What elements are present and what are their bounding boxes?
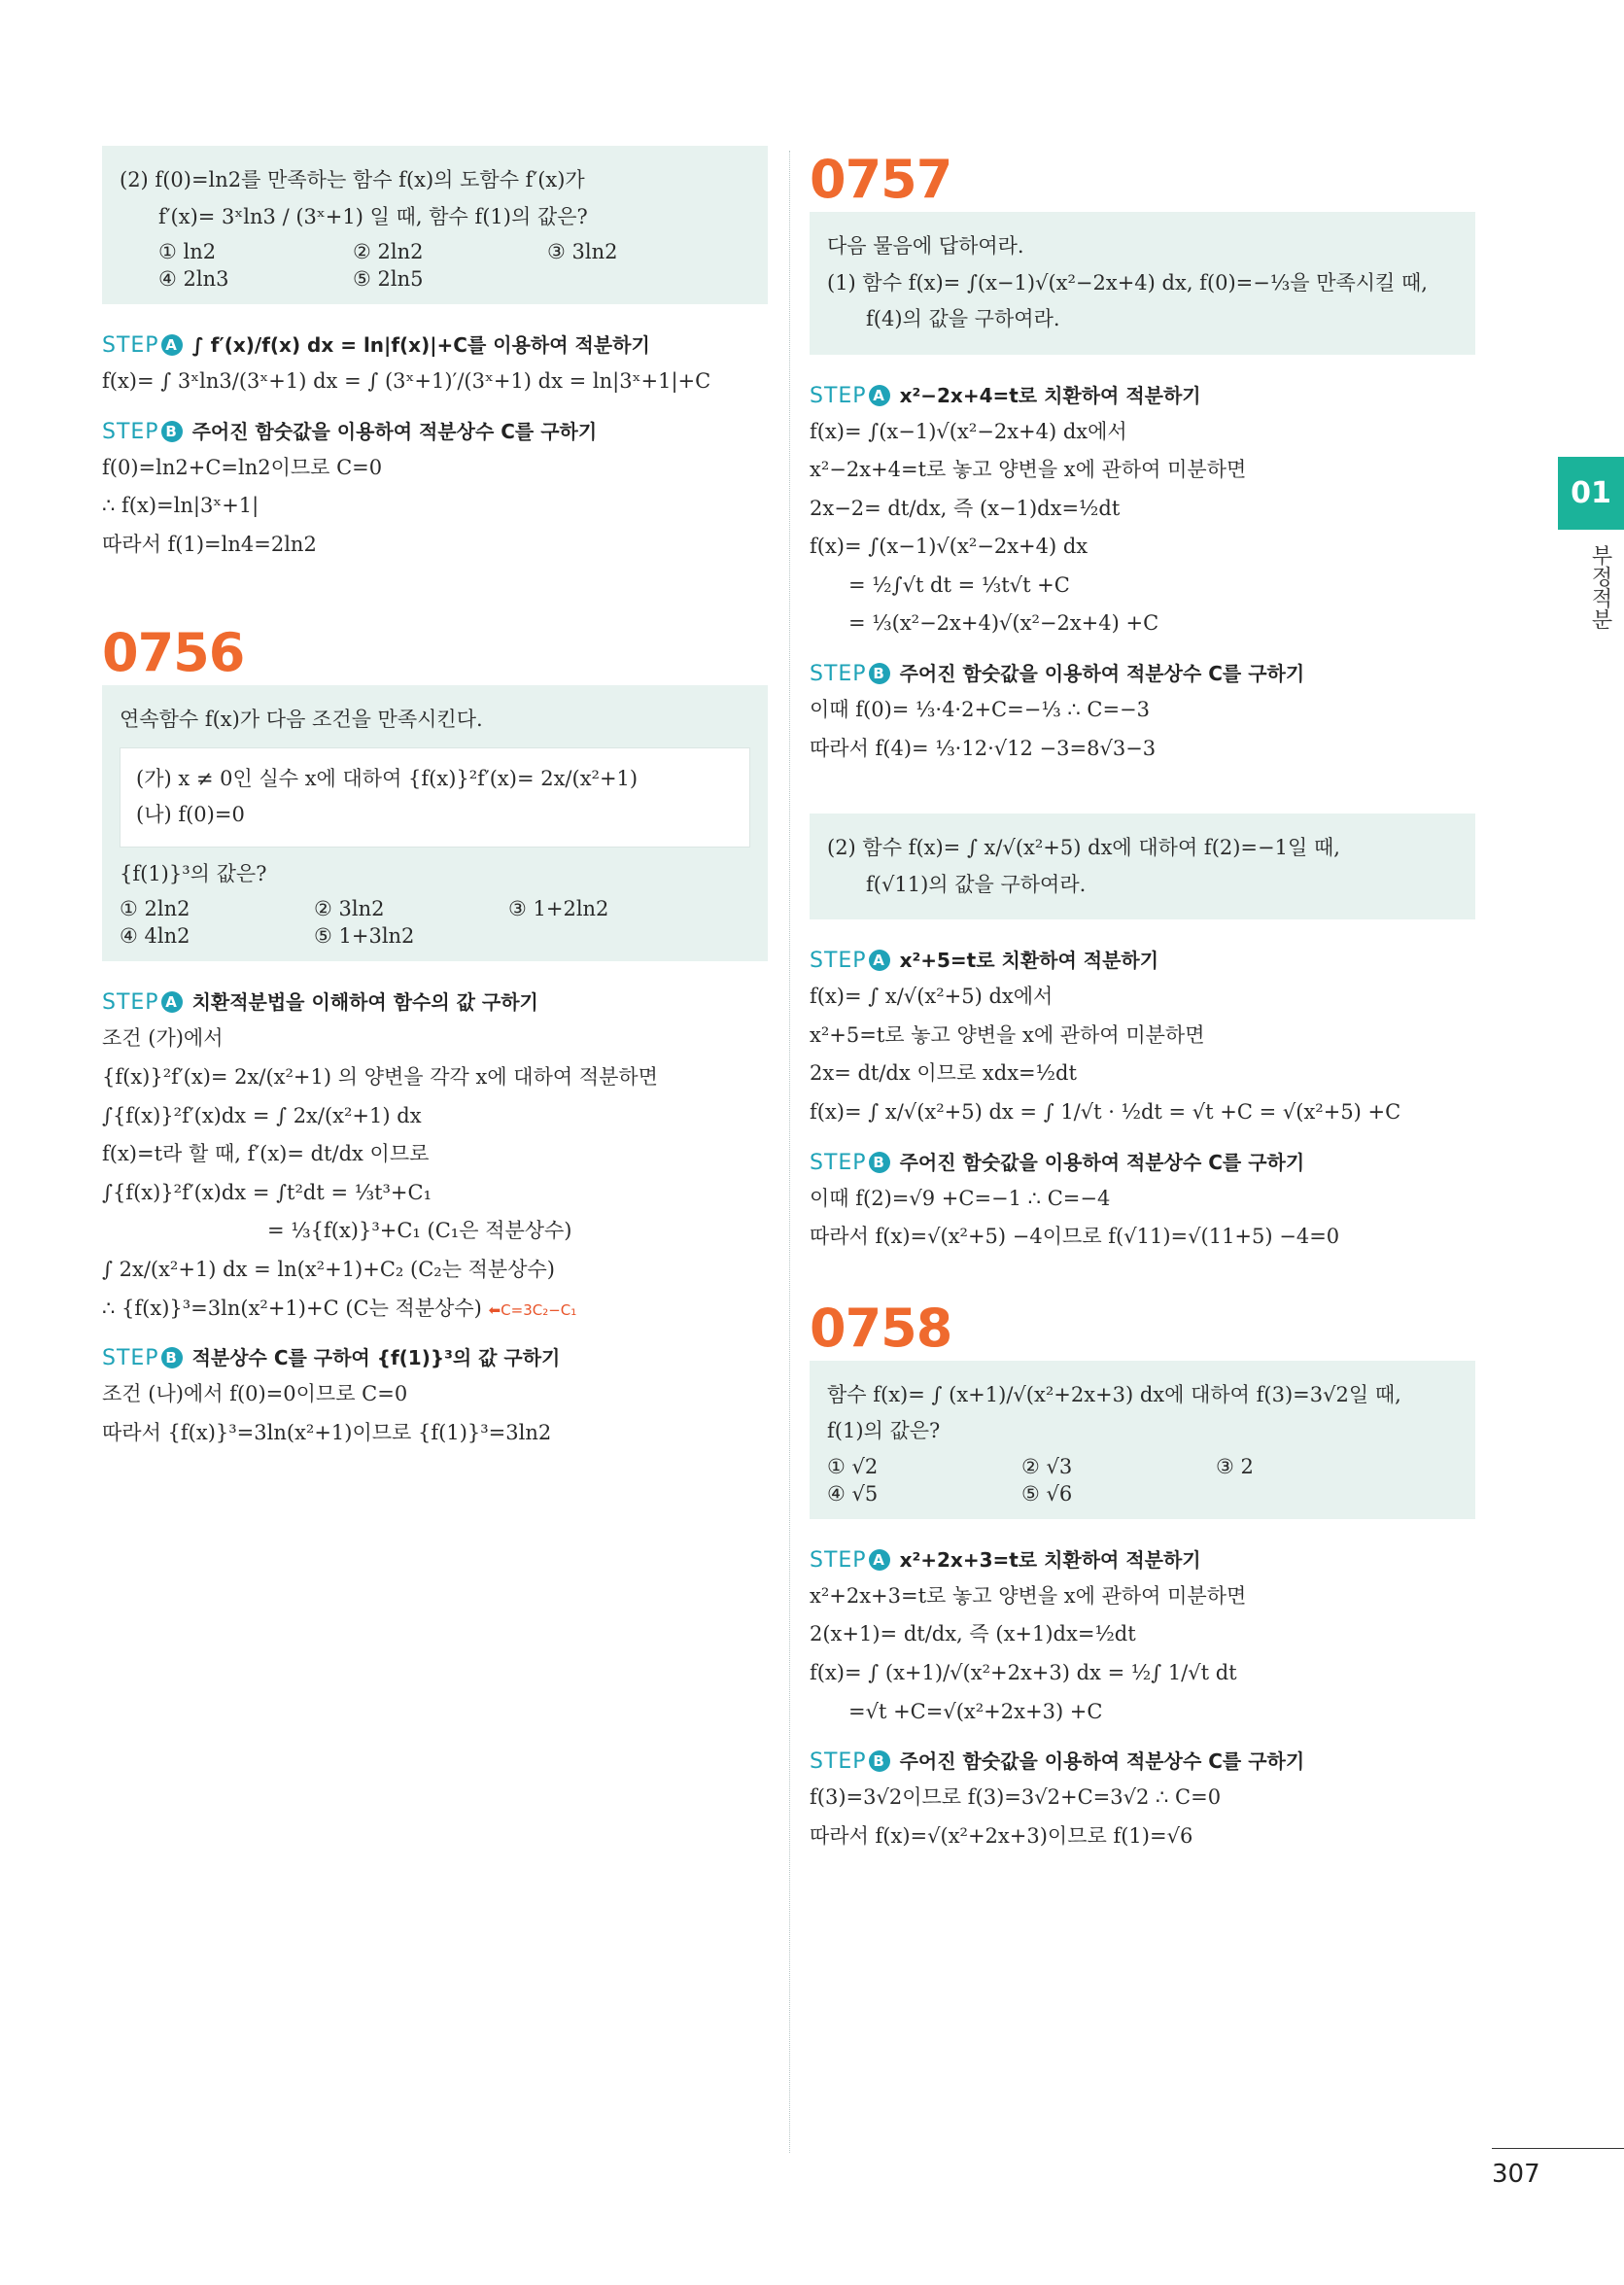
solution-line: 따라서 {f(x)}³=3ln(x²+1)이므로 {f(1)}³=3ln2: [102, 1420, 552, 1444]
solution-line: f(3)=3√2이므로 f(3)=3√2+C=3√2 ∴ C=0: [810, 1785, 1222, 1810]
step-badge: STEP A: [810, 1548, 890, 1573]
step-badge: STEP A: [102, 990, 183, 1015]
answer-choices: [120, 240, 750, 291]
step-b-heading: [810, 1746, 1475, 1774]
choice-4: ④ √5: [827, 1481, 879, 1506]
choice-5: ⑤ 2ln5: [353, 267, 424, 291]
condition-b: (나) f(0)=0: [136, 803, 245, 827]
question-0757-part1: [810, 212, 1475, 355]
solution-line: = ⅓{f(x)}³+C₁ (C₁은 적분상수): [267, 1219, 572, 1243]
step-a-heading: [810, 380, 1475, 408]
choice-3: ③ 3ln2: [547, 240, 618, 263]
answer-choices: [120, 897, 750, 948]
solution-line: 따라서 f(1)=ln4=2ln2: [102, 532, 317, 556]
solution-line: 2(x+1)= dt/dx, 즉 (x+1)dx=½dt: [810, 1622, 1136, 1646]
column-divider: [789, 151, 790, 2153]
choice-5: ⑤ √6: [1021, 1481, 1073, 1506]
question-0755-part2: [102, 146, 768, 304]
step-title: 치환적분법을 이해하여 함수의 값 구하기: [191, 990, 538, 1015]
choice-2: ② √3: [1021, 1454, 1073, 1478]
step-b-heading: [102, 1342, 768, 1370]
solution-line: ∴ f(x)=ln|3ˣ+1|: [102, 494, 259, 518]
solution-line: f(x)= ∫ (x+1)/√(x²+2x+3) dx = ½∫ 1/√t dt: [810, 1661, 1237, 1684]
step-a-heading: [810, 1544, 1475, 1573]
solution-line: ∫{f(x)}²f′(x)dx = ∫t²dt = ⅓t³+C₁: [102, 1180, 432, 1204]
choice-4: ④ 4ln2: [120, 924, 190, 949]
solution-0757-part2: [810, 945, 1475, 1254]
left-column: [102, 146, 768, 1455]
step-badge: STEP A: [102, 333, 183, 358]
step-title: ∫ f′(x)/f(x) dx = ln|f(x)|+C를 이용하여 적분하기: [191, 333, 650, 357]
question-line: f(4)의 값을 구하여라.: [866, 307, 1060, 330]
question-line: {f(1)}³의 값은?: [120, 861, 267, 885]
question-line: f(1)의 값은?: [827, 1419, 941, 1443]
chapter-label: 부정적분: [1588, 544, 1612, 630]
step-title: x²+2x+3=t로 치환하여 적분하기: [899, 1547, 1201, 1572]
step-title: x²+5=t로 치환하여 적분하기: [899, 949, 1159, 973]
solution-line: 이때 f(0)= ⅓·4·2+C=−⅓ ∴ C=−3: [810, 698, 1151, 722]
side-note: ⬅C=3C₂−C₁: [488, 1300, 577, 1319]
solution-line: = ⅓(x²−2x+4)√(x²−2x+4) +C: [848, 611, 1159, 636]
solution-line: f(x)= ∫(x−1)√(x²−2x+4) dx에서: [810, 419, 1127, 443]
solution-0757-part1: [810, 380, 1475, 766]
question-line: f′(x)= 3ˣln3 / (3ˣ+1) 일 때, 함수 f(1)의 값은?: [158, 204, 588, 228]
choice-1: ① ln2: [158, 240, 217, 263]
step-title: 주어진 함숫값을 이용하여 적분상수 C를 구하기: [899, 1150, 1305, 1174]
question-0756: [102, 685, 768, 961]
chapter-tab: 01: [1558, 457, 1624, 530]
footer-rule: [1492, 2148, 1624, 2149]
solution-line: 조건 (나)에서 f(0)=0이므로 C=0: [102, 1382, 408, 1406]
solution-line: 따라서 f(x)=√(x²+5) −4이므로 f(√11)=√(11+5) −4=0: [810, 1225, 1340, 1249]
step-badge: STEP B: [810, 1749, 890, 1774]
solution-0755-part2: [102, 329, 768, 561]
solution-line: 2x−2= dt/dx, 즉 (x−1)dx=½dt: [810, 496, 1121, 520]
condition-box: [120, 747, 750, 848]
solution-line: f(x)= ∫ 3ˣln3/(3ˣ+1) dx = ∫ (3ˣ+1)′/(3ˣ+1) dx = ln|3ˣ+1|+C: [102, 369, 711, 393]
step-b-heading: [810, 1147, 1475, 1175]
solution-line: 이때 f(2)=√9 +C=−1 ∴ C=−4: [810, 1186, 1111, 1210]
question-line: 함수 f(x)= ∫ (x+1)/√(x²+2x+3) dx에 대하여 f(3)=3√2일 때,: [827, 1382, 1401, 1406]
step-title: 주어진 함숫값을 이용하여 적분상수 C를 구하기: [899, 662, 1305, 686]
solution-0756: [102, 987, 768, 1449]
solution-line: ∫{f(x)}²f′(x)dx = ∫ 2x/(x²+1) dx: [102, 1103, 422, 1127]
solution-line: x²+2x+3=t로 놓고 양변을 x에 관하여 미분하면: [810, 1583, 1247, 1608]
answer-choices: [827, 1455, 1458, 1506]
step-b-heading: [810, 658, 1475, 686]
choice-3: ③ 1+2ln2: [508, 897, 609, 921]
solution-line: 조건 (가)에서: [102, 1026, 224, 1051]
condition-a: (가) x ≠ 0인 실수 x에 대하여 {f(x)}²f′(x)= 2x/(x²+1): [136, 766, 639, 790]
step-b-heading: [102, 416, 768, 444]
problem-number: 0756: [102, 622, 245, 684]
solution-line: [102, 1293, 768, 1326]
question-intro: 연속함수 f(x)가 다음 조건을 만족시킨다.: [120, 708, 483, 732]
step-badge: STEP B: [102, 1346, 183, 1370]
solution-line: f(x)=t라 할 때, f′(x)= dt/dx 이므로: [102, 1142, 430, 1166]
step-a-heading: [810, 945, 1475, 973]
question-intro: 다음 물음에 답하여라.: [827, 234, 1024, 258]
solution-line: x²−2x+4=t로 놓고 양변을 x에 관하여 미분하면: [810, 458, 1247, 482]
choice-1: ① √2: [827, 1454, 879, 1478]
step-title: 주어진 함숫값을 이용하여 적분상수 C를 구하기: [899, 1749, 1305, 1774]
step-badge: STEP B: [810, 662, 890, 686]
solution-0758: [810, 1544, 1475, 1853]
step-title: 주어진 함숫값을 이용하여 적분상수 C를 구하기: [191, 419, 598, 443]
step-badge: STEP A: [810, 384, 890, 408]
problem-number: 0758: [810, 1297, 952, 1359]
solution-line: 2x= dt/dx 이므로 xdx=½dt: [810, 1061, 1077, 1086]
question-line: (2) f(0)=ln2를 만족하는 함수 f(x)의 도함수 f′(x)가: [120, 168, 585, 191]
problem-number: 0757: [810, 149, 952, 210]
step-title: 적분상수 C를 구하여 {f(1)}³의 값 구하기: [191, 1346, 561, 1370]
solution-line: ∫ 2x/(x²+1) dx = ln(x²+1)+C₂ (C₂는 적분상수): [102, 1257, 555, 1281]
choice-2: ② 2ln2: [353, 240, 424, 263]
choice-1: ① 2ln2: [120, 897, 190, 921]
question-0758: [810, 1361, 1475, 1519]
solution-line: = ½∫√t dt = ⅓t√t +C: [848, 572, 1070, 597]
question-line: (2) 함수 f(x)= ∫ x/√(x²+5) dx에 대하여 f(2)=−1일 때,: [827, 836, 1340, 860]
step-badge: STEP B: [102, 420, 183, 444]
right-column: [810, 149, 1475, 1858]
question-0757-part2: [810, 814, 1475, 919]
solution-line: f(0)=ln2+C=ln2이므로 C=0: [102, 455, 383, 479]
step-title: x²−2x+4=t로 치환하여 적분하기: [899, 383, 1201, 407]
choice-3: ③ 2: [1216, 1454, 1254, 1478]
solution-line: f(x)= ∫(x−1)√(x²−2x+4) dx: [810, 535, 1088, 559]
step-badge: STEP A: [810, 949, 890, 973]
step-a-heading: [102, 987, 768, 1015]
solution-line: =√t +C=√(x²+2x+3) +C: [848, 1699, 1103, 1723]
solution-line: {f(x)}²f′(x)= 2x/(x²+1) 의 양변을 각각 x에 대하여 적분하면: [102, 1064, 658, 1089]
solution-line: f(x)= ∫ x/√(x²+5) dx = ∫ 1/√t · ½dt = √t +C = √(x²+5) +C: [810, 1100, 1401, 1125]
choice-4: ④ 2ln3: [158, 267, 229, 291]
solution-line: f(x)= ∫ x/√(x²+5) dx에서: [810, 985, 1054, 1009]
solution-line: 따라서 f(x)=√(x²+2x+3)이므로 f(1)=√6: [810, 1823, 1193, 1848]
page-number: 307: [1492, 2160, 1540, 2189]
step-badge: STEP B: [810, 1151, 890, 1175]
choice-2: ② 3ln2: [314, 897, 385, 921]
solution-text: ∴ {f(x)}³=3ln(x²+1)+C (C는 적분상수): [102, 1296, 482, 1320]
question-line: f(√11)의 값을 구하여라.: [866, 872, 1087, 896]
question-line: (1) 함수 f(x)= ∫(x−1)√(x²−2x+4) dx, f(0)=−⅓을 만족시킬 때,: [827, 270, 1428, 294]
solution-line: 따라서 f(4)= ⅓·12·√12 −3=8√3−3: [810, 736, 1157, 760]
step-a-heading: [102, 329, 768, 358]
choice-5: ⑤ 1+3ln2: [314, 924, 415, 949]
solution-line: x²+5=t로 놓고 양변을 x에 관하여 미분하면: [810, 1022, 1205, 1047]
